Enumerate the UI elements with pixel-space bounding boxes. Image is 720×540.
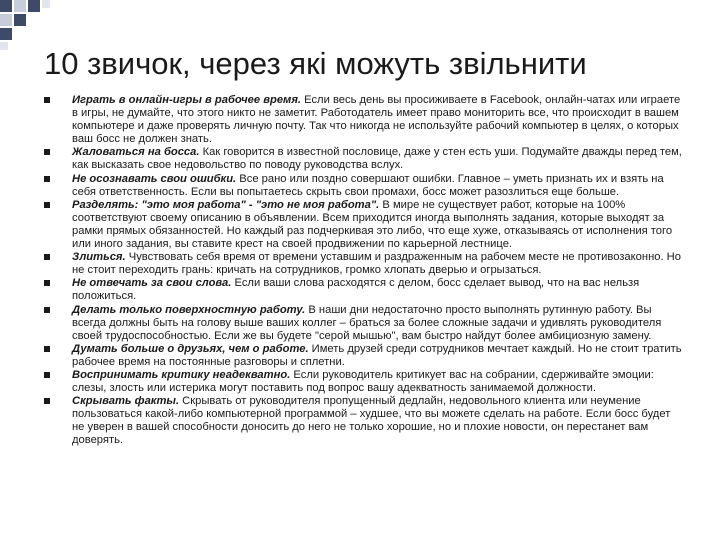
item-text: Как говорится в известной пословице, даже у стен есть уши. Подумайте дважды перед тем, как высказать свое недовольство по поводу руководства вслух.: [72, 146, 682, 172]
list-item: [44, 173, 684, 199]
item-text: Чувствовать себя время от времени уставшим и раздраженным на рабочем месте не противозаконно. Но не стоит переходить грань: кричать на сотрудников, громко хлопать дверью и огрызаться.: [72, 251, 681, 277]
habits-list: [44, 94, 684, 448]
bullet-icon: [44, 307, 50, 313]
bullet-icon: [44, 97, 50, 103]
list-item: [44, 199, 684, 251]
bullet-icon: [44, 372, 50, 378]
bullet-icon: [44, 346, 50, 352]
item-lead: Играть в онлайн-игры в рабочее время.: [72, 94, 302, 106]
list-item: [44, 277, 684, 303]
list-item: [44, 343, 684, 369]
item-text: Если руководитель критикует вас на собрании, сдерживайте эмоции: слезы, злость или истерика могут поставить под вопрос вашу адекватность занимаемой должности.: [72, 368, 654, 395]
list-item: [44, 146, 684, 172]
list-item: [44, 304, 684, 343]
bullet-icon: [44, 202, 50, 208]
item-text: Если весь день вы просиживаете в Facebook, онлайн-чатах или играете в игры, не думайте, что этого никто не заметит. Работодатель имеет право мониторить все, что происходит в вашем компьютере и даже проверять личную почту. Так что никогда не используйте рабочий компьютер в целях, о которых ваш босс не должен знать.: [72, 94, 681, 146]
item-lead: Не осознавать свои ошибки.: [72, 172, 237, 185]
item-lead: Делать только поверхностную работу.: [72, 303, 306, 316]
list-item: [44, 94, 684, 146]
item-lead: Не отвечать за свои слова.: [72, 277, 232, 290]
bullet-icon: [44, 398, 50, 404]
bullet-icon: [44, 280, 50, 286]
item-lead: Жаловаться на босса.: [72, 146, 200, 159]
bullet-icon: [44, 176, 50, 182]
bullet-icon: [44, 254, 50, 260]
list-item: [44, 395, 684, 447]
item-text: В наши дни недостаточно просто выполнять рутинную работу. Вы всегда должны быть на голову выше ваших коллег – браться за более сложные задачи и удивлять руководителя своей трудоспособностью. Если же вы будете "серой мышью", вам быстро найдут более амбициозную замену.: [72, 303, 662, 342]
item-text: Все рано или поздно совершают ошибки. Главное – уметь признать их и взять на себя ответственность. Если вы попытаетесь скрыть свои промахи, босс может разозлиться еще больше.: [72, 172, 664, 198]
list-item: [44, 369, 684, 395]
list-item: [44, 251, 684, 277]
item-lead: Скрывать факты.: [72, 395, 180, 408]
item-lead: Разделять: "это моя работа" - "это не моя работа".: [72, 198, 380, 211]
page-title: 10 звичок, через які можуть звільнити: [44, 46, 587, 81]
item-text: В мире не существует работ, которые на 100% соответствуют своему описанию в объявлении. Всем приходится иногда выполнять задания, которые выходят за рамки прямых обязанностей. Но каждый раз подчеркивая это либо, что еще хуже, отказываясь от исполнения того или иного задания, вы ставите крест на своей продвижении по карьерной лестнице.: [72, 198, 673, 251]
bullet-icon: [44, 149, 50, 155]
item-text: Иметь друзей среди сотрудников мечтает каждый. Но не стоит тратить рабочее время на постоянные разговоры и сплетни.: [72, 342, 682, 368]
item-text: Скрывать от руководителя пропущенный дедлайн, недовольного клиента или неумение пользоваться какой-либо компьютерной программой – худшее, что вы можете сделать на работе. Если босс будет не уверен в вашей способности доносить до него не только хорошие, но и плохие новости, он перестанет вам доверять.: [72, 395, 671, 447]
item-lead: Злиться.: [72, 251, 126, 264]
item-lead: Воспринимать критику неадекватно.: [72, 368, 291, 381]
item-lead: Думать больше о друзьях, чем о работе.: [72, 342, 309, 355]
item-text: Если ваши слова расходятся с делом, босс сделает вывод, что на вас нельзя положиться.: [72, 277, 640, 303]
